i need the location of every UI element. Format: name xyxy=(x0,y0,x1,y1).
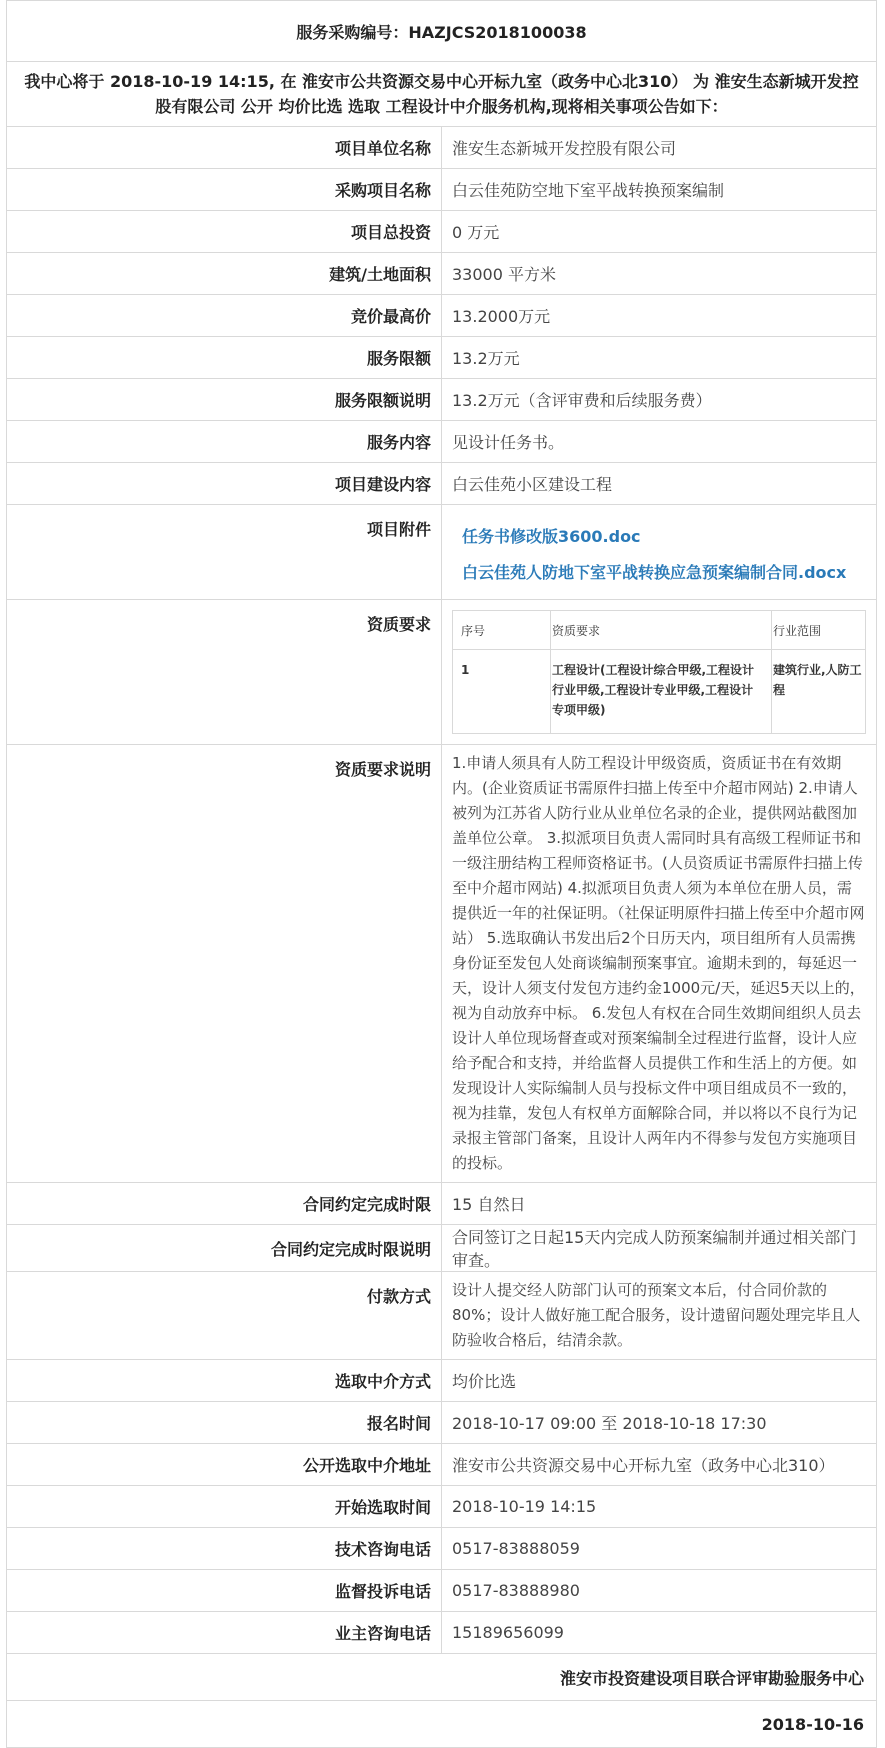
label-project: 采购项目名称 xyxy=(7,169,442,211)
value-qual-note: 1.申请人须具有人防工程设计甲级资质，资质证书在有效期内。(企业资质证书需原件扫描上传至中介超市网站) 2.申请人被列为江苏省人防行业从业单位名录的企业，提供网站截图加盖单位公章。 3.拟派项目负责人需同时具有高级工程师证书和一级注册结构工程师资格证书。(人员资质证书需原件扫描上传至中介超市网站) 4.拟派项目负责人须为本单位在册人员，需提供近一年的社保证明。（社保证明原件扫描上传至中介超市网站） 5.选取确认书发出后2个日历天内，项目组所有人员需携身份证至发包人处商谈编制预案事宜。逾期未到的，每延迟一天，设计人须支付发包方违约金1000元/天，延迟5天以上的，视为自动放弃中标。 6.发包人有权在合同生效期间组织人员去设计人单位现场督查或对预案编制全过程进行监督，设计人应给予配合和支持，并给监督人员提供工作和生活上的方便。如发现设计人实际编制人员与投标文件中项目组成员不一致的，视为挂靠，发包人有权单方面解除合同，并以将以不良行为记录报主管部门备案，且设计人两年内不得参与发包方实施项目的投标。 xyxy=(442,745,877,1183)
value-area: 33000 平方米 xyxy=(442,253,877,295)
row-qualification xyxy=(7,600,877,745)
label-address: 公开选取中介地址 xyxy=(7,1444,442,1486)
qualification-header xyxy=(453,611,866,650)
label-deadline-note: 合同约定完成时限说明 xyxy=(7,1225,442,1272)
title-row xyxy=(7,1,877,62)
row-content xyxy=(7,421,877,463)
row-qual-note xyxy=(7,745,877,1183)
qual-col-no: 序号 xyxy=(453,611,551,650)
label-payment: 付款方式 xyxy=(7,1272,442,1360)
attachment-link-task-doc[interactable]: 任务书修改版3600.doc xyxy=(462,527,641,546)
label-max-price: 竞价最高价 xyxy=(7,295,442,337)
value-tech-phone: 0517-83888059 xyxy=(442,1528,877,1570)
value-address: 淮安市公共资源交易中心开标九室（政务中心北310） xyxy=(442,1444,877,1486)
value-deadline: 15 自然日 xyxy=(442,1183,877,1225)
row-project xyxy=(7,169,877,211)
announcement xyxy=(6,0,877,1748)
label-build-content: 项目建设内容 xyxy=(7,463,442,505)
value-complaint-phone: 0517-83888980 xyxy=(442,1570,877,1612)
value-method: 均价比选 xyxy=(442,1360,877,1402)
qual-req: 工程设计(工程设计综合甲级,工程设计行业甲级,工程设计专业甲级,工程设计专项甲级) xyxy=(551,650,772,734)
qual-scope: 建筑行业,人防工程 xyxy=(772,650,866,734)
value-limit: 13.2万元 xyxy=(442,337,877,379)
footer-date-row xyxy=(7,1701,877,1748)
footer-org-row xyxy=(7,1654,877,1701)
row-complaint-phone xyxy=(7,1570,877,1612)
footer-org: 淮安市投资建设项目联合评审勘验服务中心 xyxy=(7,1654,877,1701)
value-register: 2018-10-17 09:00 至 2018-10-18 17:30 xyxy=(442,1402,877,1444)
label-area: 建筑/土地面积 xyxy=(7,253,442,295)
qualification-table xyxy=(452,610,866,734)
row-area xyxy=(7,253,877,295)
row-attachments xyxy=(7,505,877,600)
row-tech-phone xyxy=(7,1528,877,1570)
label-deadline: 合同约定完成时限 xyxy=(7,1183,442,1225)
label-start: 开始选取时间 xyxy=(7,1486,442,1528)
label-limit: 服务限额 xyxy=(7,337,442,379)
row-address xyxy=(7,1444,877,1486)
attachment-link-contract-docx[interactable]: 白云佳苑人防地下室平战转换应急预案编制合同.docx xyxy=(462,563,847,582)
value-deadline-note: 合同签订之日起15天内完成人防预案编制并通过相关部门审查。 xyxy=(442,1225,877,1272)
value-max-price: 13.2000万元 xyxy=(442,295,877,337)
row-investment xyxy=(7,211,877,253)
announcement-table xyxy=(6,0,877,1748)
value-investment: 0 万元 xyxy=(442,211,877,253)
row-start xyxy=(7,1486,877,1528)
label-investment: 项目总投资 xyxy=(7,211,442,253)
value-start: 2018-10-19 14:15 xyxy=(442,1486,877,1528)
row-limit-note xyxy=(7,379,877,421)
row-build-content xyxy=(7,463,877,505)
row-deadline xyxy=(7,1183,877,1225)
attachment-list xyxy=(442,505,877,600)
footer-date: 2018-10-16 xyxy=(7,1701,877,1748)
label-limit-note: 服务限额说明 xyxy=(7,379,442,421)
row-limit xyxy=(7,337,877,379)
value-project: 白云佳苑防空地下室平战转换预案编制 xyxy=(442,169,877,211)
value-owner-phone: 15189656099 xyxy=(442,1612,877,1654)
label-content: 服务内容 xyxy=(7,421,442,463)
value-limit-note: 13.2万元（含评审费和后续服务费） xyxy=(442,379,877,421)
label-owner-phone: 业主咨询电话 xyxy=(7,1612,442,1654)
row-register xyxy=(7,1402,877,1444)
intro-row xyxy=(7,62,877,127)
row-payment xyxy=(7,1272,877,1360)
value-payment: 设计人提交经人防部门认可的预案文本后，付合同价款的80%；设计人做好施工配合服务，设计遗留问题处理完毕且人防验收合格后，结清余款。 xyxy=(442,1272,877,1360)
value-unit: 淮安生态新城开发控股有限公司 xyxy=(442,127,877,169)
label-register: 报名时间 xyxy=(7,1402,442,1444)
label-tech-phone: 技术咨询电话 xyxy=(7,1528,442,1570)
label-attachments: 项目附件 xyxy=(7,505,442,600)
label-unit: 项目单位名称 xyxy=(7,127,442,169)
row-unit xyxy=(7,127,877,169)
procurement-number: 服务采购编号：HAZJCS2018100038 xyxy=(7,1,877,62)
table-row xyxy=(453,650,866,734)
qual-no: 1 xyxy=(453,650,551,734)
label-complaint-phone: 监督投诉电话 xyxy=(7,1570,442,1612)
row-deadline-note xyxy=(7,1225,877,1272)
qualification-cell xyxy=(442,600,877,745)
value-content: 见设计任务书。 xyxy=(442,421,877,463)
qual-col-req: 资质要求 xyxy=(551,611,772,650)
label-method: 选取中介方式 xyxy=(7,1360,442,1402)
value-build-content: 白云佳苑小区建设工程 xyxy=(442,463,877,505)
row-max-price xyxy=(7,295,877,337)
intro-text: 我中心将于 2018-10-19 14:15, 在 淮安市公共资源交易中心开标九室（政务中心北310） 为 淮安生态新城开发控股有限公司 公开 均价比选 选取 工程设计中介服务机构,现将相关事项公告如下： xyxy=(7,62,877,127)
row-owner-phone xyxy=(7,1612,877,1654)
label-qual-note: 资质要求说明 xyxy=(7,745,442,1183)
label-qualification: 资质要求 xyxy=(7,600,442,745)
qual-col-scope: 行业范围 xyxy=(772,611,866,650)
row-method xyxy=(7,1360,877,1402)
